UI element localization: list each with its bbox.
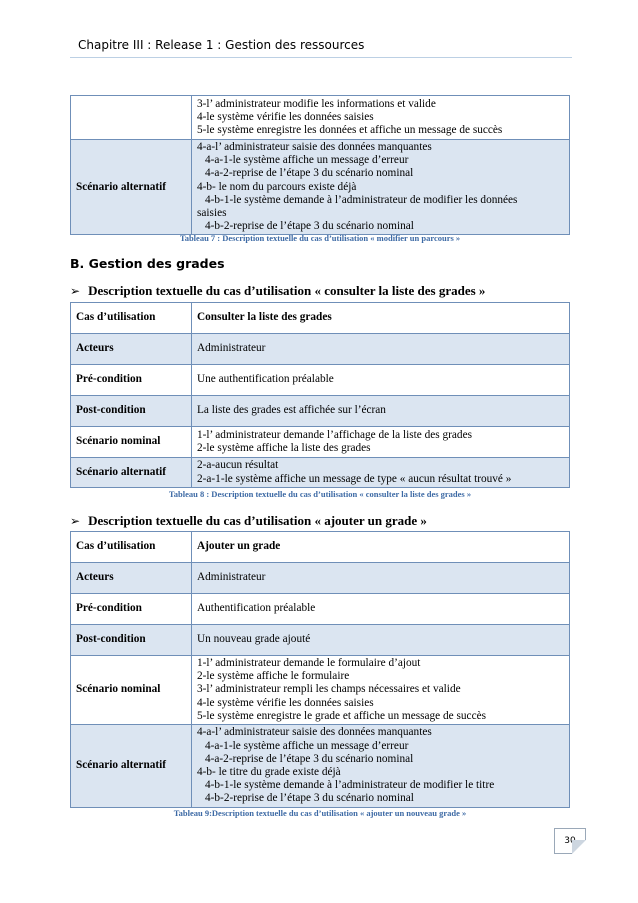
scenario-line: 4-b-1-le système demande à l’administrateur de modifier le titre xyxy=(205,779,495,792)
scenario-line: 4-le système vérifie les données saisies xyxy=(197,110,374,123)
table-key-cell: Scénario alternatif xyxy=(71,140,192,235)
arrow-bullet-icon: ➢ xyxy=(70,514,81,528)
table-caption: Tableau 7 : Description textuelle du cas d’utilisation « modifier un parcours » xyxy=(179,233,461,243)
table-key-cell: Post-condition xyxy=(71,396,192,427)
table-modifier-parcours xyxy=(70,95,570,235)
scenario-line: 5-le système enregistre le grade et affiche un message de succès xyxy=(197,709,486,722)
table-key-cell: Cas d’utilisation xyxy=(71,303,192,334)
scenario-line: 4-a-1-le système affiche un message d’erreur xyxy=(205,154,409,167)
table-value-cell xyxy=(192,96,570,140)
table-key-cell: Scénario nominal xyxy=(71,656,192,725)
table-key-cell: Acteurs xyxy=(71,334,192,365)
scenario-line: 4-b-2-reprise de l’étape 3 du scénario nominal xyxy=(205,220,414,233)
section-title: B. Gestion des grades xyxy=(70,256,225,271)
scenario-line: 4-a-2-reprise de l’étape 3 du scénario nominal xyxy=(205,167,414,180)
table-consulter-grades xyxy=(70,302,570,488)
scenario-line: 5-le système enregistre les données et affiche un message de succès xyxy=(197,124,503,137)
page-header: Chapitre III : Release 1 : Gestion des ressources xyxy=(78,38,365,52)
table-row xyxy=(71,656,570,725)
arrow-bullet-icon: ➢ xyxy=(70,284,81,298)
table-value-cell: Administrateur xyxy=(192,334,570,365)
table-row xyxy=(71,625,570,656)
page-corner-fold-icon xyxy=(572,840,586,854)
table-value-cell: Ajouter un grade xyxy=(192,532,570,563)
table-value-cell: Une authentification préalable xyxy=(192,365,570,396)
table-caption: Tableau 9:Description textuelle du cas d’utilisation « ajouter un nouveau grade » xyxy=(173,808,467,818)
table-value-cell: Administrateur xyxy=(192,563,570,594)
scenario-line: 2-a-aucun résultat xyxy=(197,459,279,472)
scenario-line: saisies xyxy=(197,207,227,220)
scenario-line: 1-l’ administrateur demande le formulaire d’ajout xyxy=(197,657,421,669)
table-caption: Tableau 8 : Description textuelle du cas d’utilisation « consulter la liste des grades » xyxy=(168,489,472,499)
scenario-line: 4-b-1-le système demande à l’administrateur de modifier les données xyxy=(205,193,518,206)
table-row xyxy=(71,303,570,334)
table-key-cell: Cas d’utilisation xyxy=(71,532,192,563)
table-row xyxy=(71,365,570,396)
scenario-line: 4-a-1-le système affiche un message d’erreur xyxy=(205,739,409,752)
table-key-cell: Scénario alternatif xyxy=(71,458,192,488)
table-key-cell: Pré-condition xyxy=(71,365,192,396)
table-row xyxy=(71,396,570,427)
header-divider xyxy=(70,57,572,58)
table-ajouter-grade xyxy=(70,531,570,808)
scenario-line: 4-a-l’ administrateur saisie des données manquantes xyxy=(197,141,432,153)
subsection-heading xyxy=(70,283,485,299)
table-row xyxy=(71,96,570,140)
subsection-heading-text: Description textuelle du cas d’utilisation « ajouter un grade » xyxy=(88,513,427,528)
table-value-cell xyxy=(192,725,570,808)
table-row xyxy=(71,140,570,235)
table-key-cell: Acteurs xyxy=(71,563,192,594)
page-number: 30 xyxy=(564,836,576,846)
scenario-line: 2-le système affiche la liste des grades xyxy=(197,442,371,454)
table-key-cell: Pré-condition xyxy=(71,594,192,625)
table-row xyxy=(71,427,570,458)
scenario-line: 1-l’ administrateur demande l’affichage de la liste des grades xyxy=(197,428,472,441)
scenario-line: 4-b- le nom du parcours existe déjà xyxy=(197,180,357,193)
scenario-line: 3-l’ administrateur rempli les champs nécessaires et valide xyxy=(197,683,461,696)
scenario-line: 4-a-l’ administrateur saisie des données manquantes xyxy=(197,726,432,739)
scenario-line: 4-le système vérifie les données saisies xyxy=(197,696,374,709)
table-row xyxy=(71,594,570,625)
subsection-heading xyxy=(70,513,427,529)
table-key-cell: Post-condition xyxy=(71,625,192,656)
page-number-box xyxy=(554,828,586,854)
table-row xyxy=(71,725,570,808)
table-row xyxy=(71,532,570,563)
scenario-line: 4-a-2-reprise de l’étape 3 du scénario nominal xyxy=(205,752,414,765)
table-value-cell xyxy=(192,656,570,725)
table-key-cell: Scénario alternatif xyxy=(71,725,192,808)
table-value-cell xyxy=(192,427,570,458)
scenario-line: 2-a-1-le système affiche un message de type « aucun résultat trouvé » xyxy=(197,472,512,485)
table-row xyxy=(71,334,570,365)
subsection-heading-text: Description textuelle du cas d’utilisation « consulter la liste des grades » xyxy=(88,283,486,298)
table-key-cell xyxy=(71,96,192,140)
scenario-line: 4-b- le titre du grade existe déjà xyxy=(197,766,341,779)
table-key-cell: Scénario nominal xyxy=(71,427,192,458)
scenario-line: 3-l’ administrateur modifie les informations et valide xyxy=(197,97,436,110)
scenario-line: 4-b-2-reprise de l’étape 3 du scénario nominal xyxy=(205,792,414,805)
table-value-cell xyxy=(192,458,570,488)
table-value-cell: Consulter la liste des grades xyxy=(192,303,570,334)
table-value-cell: Authentification préalable xyxy=(192,594,570,625)
table-row xyxy=(71,563,570,594)
table-row xyxy=(71,458,570,488)
table-value-cell: La liste des grades est affichée sur l’écran xyxy=(192,396,570,427)
scenario-line: 2-le système affiche le formulaire xyxy=(197,670,350,683)
table-value-cell xyxy=(192,140,570,235)
table-value-cell: Un nouveau grade ajouté xyxy=(192,625,570,656)
